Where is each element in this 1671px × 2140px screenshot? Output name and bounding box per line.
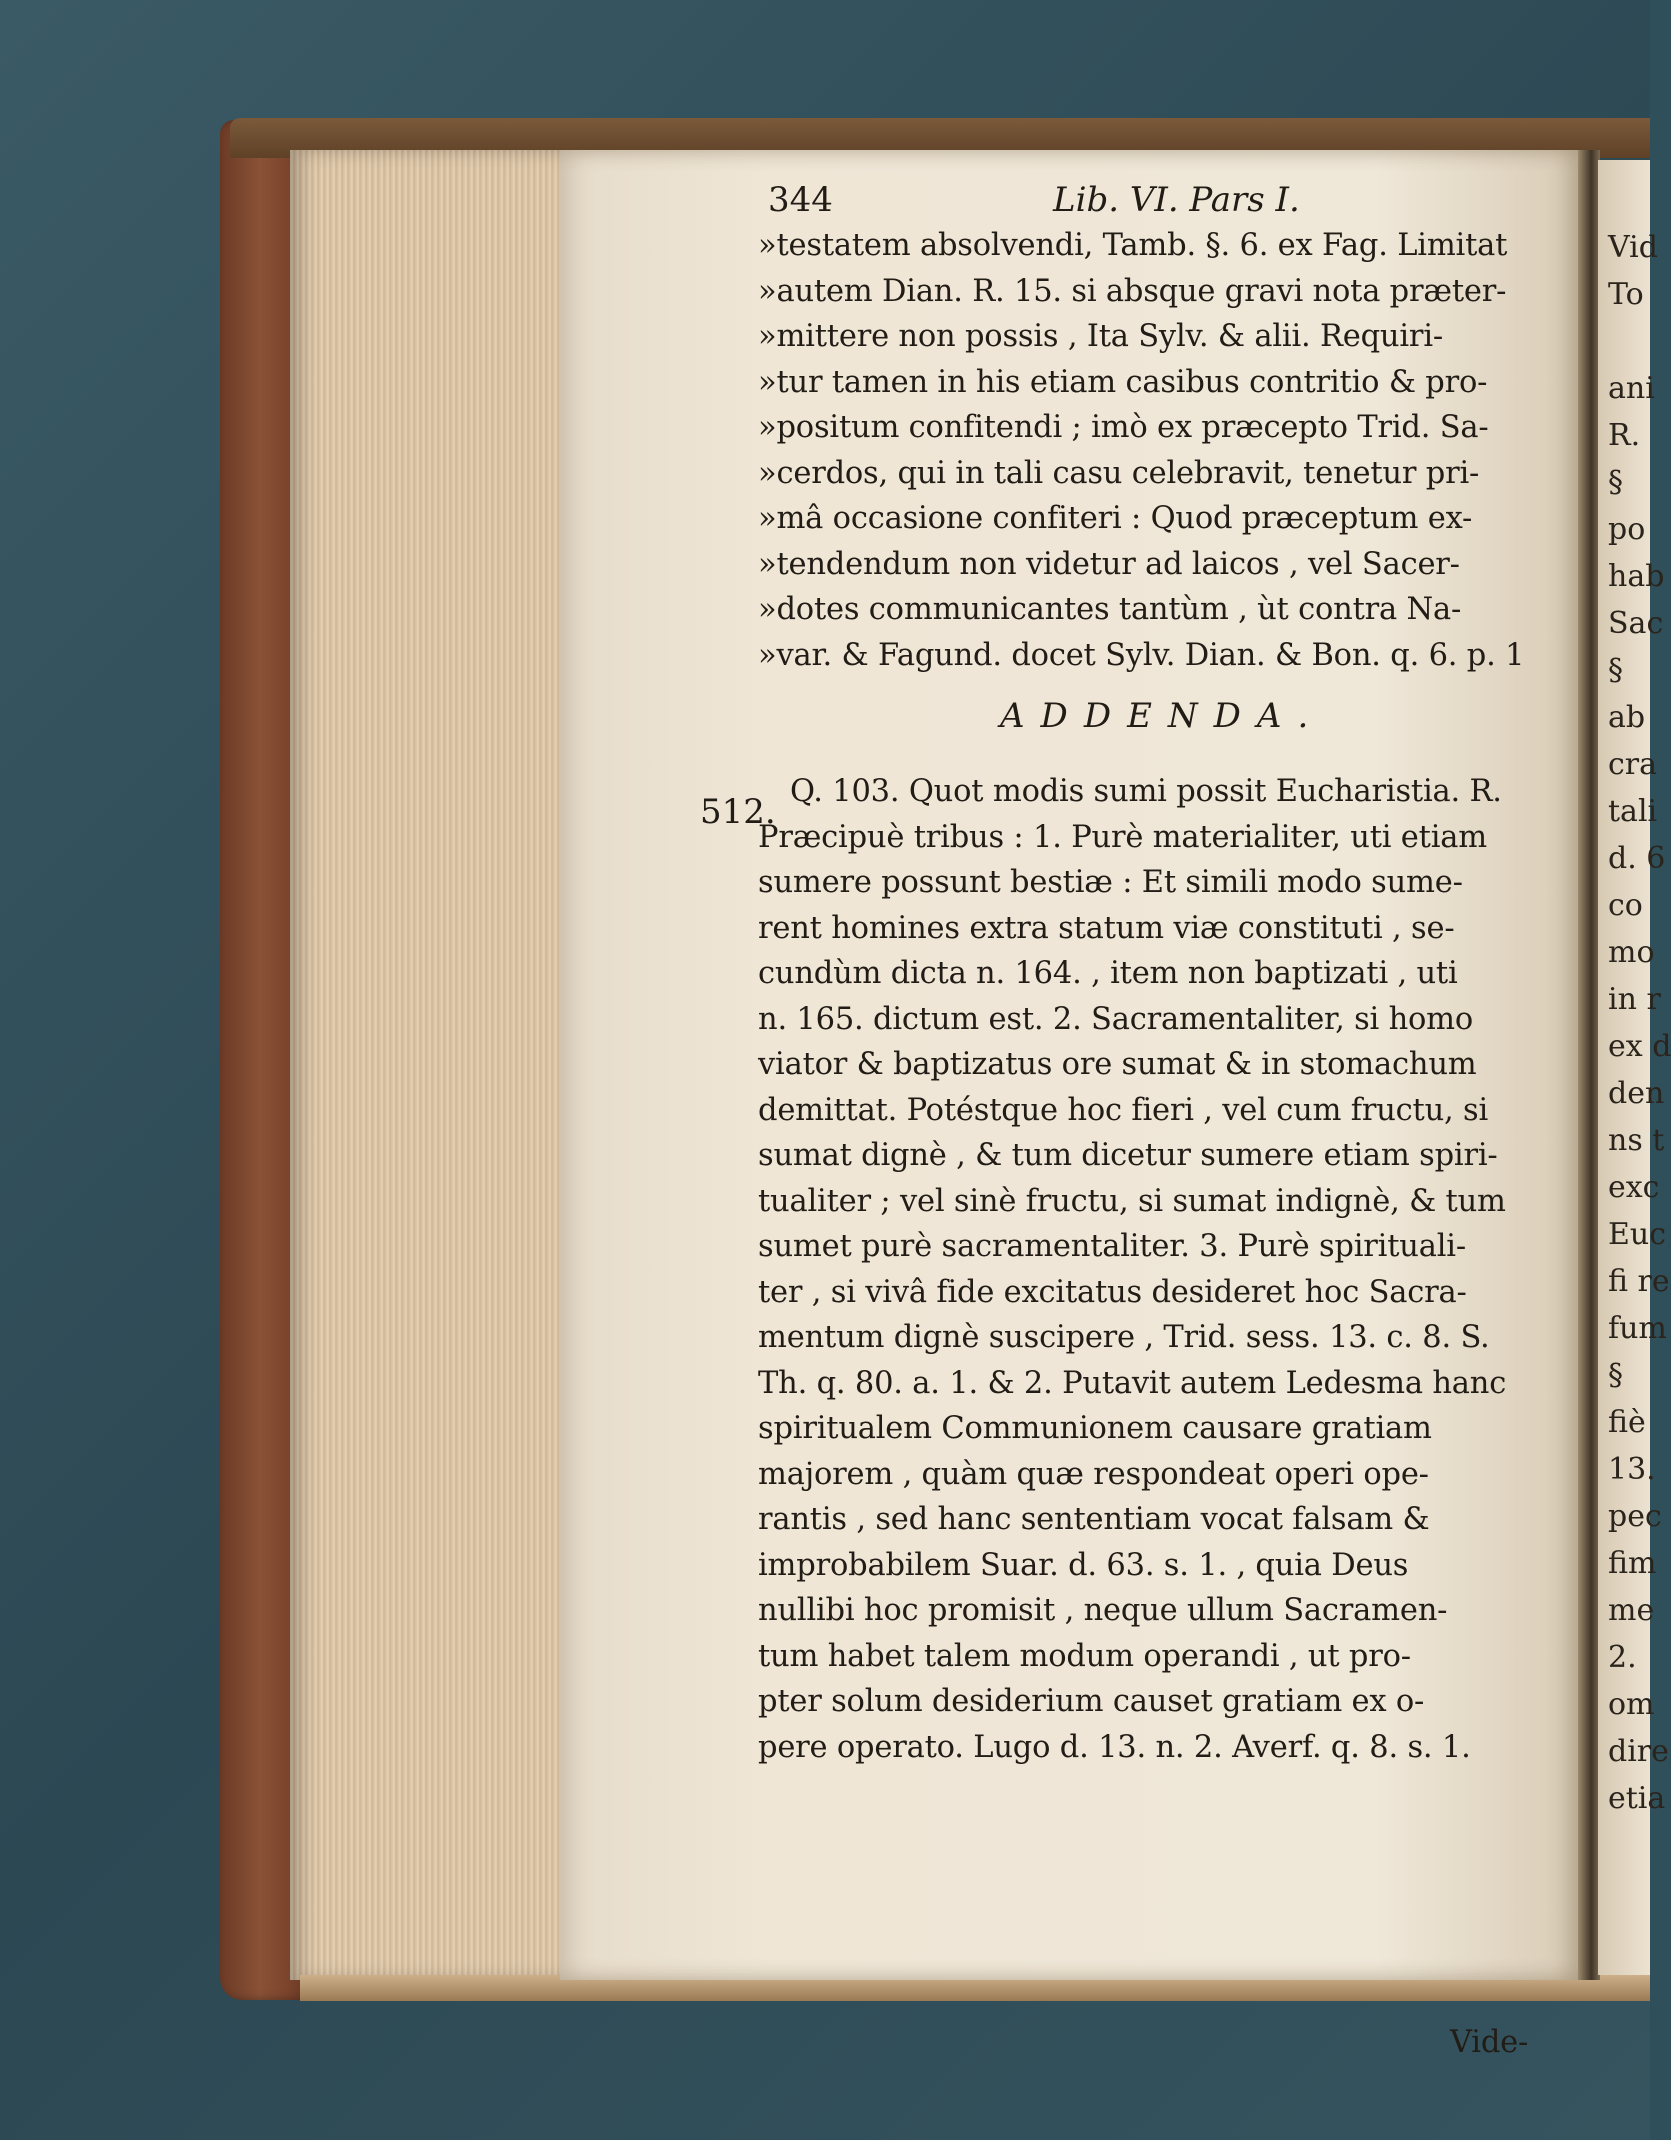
facing-page-text: 2. <box>1608 1640 1637 1675</box>
text-line: »var. & Fagund. docet Sylv. Dian. & Bon. q. 6. p. 1 <box>758 637 1525 673</box>
text-line: sumere possunt bestiæ : Et simili modo sume- <box>758 865 1463 900</box>
text-line: »mittere non possis , Ita Sylv. & alii. Requiri- <box>758 319 1443 354</box>
text-line: improbabilem Suar. d. 63. s. 1. , quia Deus <box>758 1547 1409 1583</box>
facing-page-text: ani <box>1608 371 1655 406</box>
facing-page-text: § <box>1608 1358 1623 1393</box>
text-line: ter , si vivâ fide excitatus desideret hoc Sacra- <box>758 1274 1467 1310</box>
page-header <box>768 180 1358 224</box>
facing-page-text: § <box>1608 465 1623 500</box>
facing-page-fragment <box>1598 160 1671 1975</box>
facing-page-text: etia <box>1608 1781 1666 1816</box>
facing-page-text: ns t <box>1608 1123 1665 1158</box>
text-line: mentum dignè suscipere , Trid. sess. 13. c. 8. S. <box>758 1320 1490 1355</box>
text-line: Q. 103. Quot modis sumi possit Eucharistia. R. <box>790 774 1502 809</box>
text-line: sumat dignè , & tum dicetur sumere etiam spiri- <box>758 1138 1498 1173</box>
section-title: ADDENDA. <box>1000 696 1325 736</box>
text-line: sumet purè sacramentaliter. 3. Purè spirituali- <box>758 1229 1466 1264</box>
page-edges <box>290 150 570 1980</box>
text-line: »cerdos, qui in tali casu celebravit, tenetur pri- <box>758 455 1480 491</box>
text-line: majorem , quàm quæ respondeat operi ope- <box>758 1456 1429 1492</box>
text-line: Th. q. 80. a. 1. & 2. Putavit autem Ledesma hanc <box>758 1365 1507 1401</box>
running-head: Lib. VI. Pars I. <box>1053 180 1300 220</box>
facing-page-text: Sac <box>1608 606 1664 641</box>
facing-page-text: mo <box>1608 935 1655 970</box>
facing-page-text: Vid <box>1608 230 1658 265</box>
facing-page-text: d. 6 <box>1608 841 1666 876</box>
text-line: nullibi hoc promisit , neque ullum Sacramen- <box>758 1593 1448 1628</box>
facing-page-text: den <box>1608 1076 1665 1111</box>
facing-page-text: dire <box>1608 1734 1669 1769</box>
text-line: »dotes communicantes tantùm , ùt contra Na- <box>758 592 1462 627</box>
facing-page-text: fiè <box>1608 1405 1646 1440</box>
text-line: demittat. Potéstque hoc fieri , vel cum fructu, si <box>758 1092 1489 1128</box>
book-gutter <box>1578 150 1600 1980</box>
text-line: »testatem absolvendi, Tamb. §. 6. ex Fag. Limitat <box>758 228 1508 263</box>
text-line: tum habet talem modum operandi , ut pro- <box>758 1638 1411 1674</box>
catchword: Vide- <box>1450 2025 1529 2060</box>
text-line: »tur tamen in his etiam casibus contritio & pro- <box>758 364 1488 400</box>
text-line: viator & baptizatus ore sumat & in stomachum <box>758 1047 1477 1082</box>
text-line: pere operato. Lugo d. 13. n. 2. Averf. q. 8. s. 1. <box>758 1729 1471 1765</box>
facing-page-text: co <box>1608 888 1643 923</box>
facing-page-text: fum <box>1608 1311 1667 1346</box>
facing-page-text: R. <box>1608 418 1641 453</box>
facing-page-text: ab <box>1608 700 1646 735</box>
margin-number: 512. <box>700 792 776 832</box>
facing-page-text: po <box>1608 512 1646 547</box>
facing-page-text: hab <box>1608 559 1665 594</box>
facing-page-text: me <box>1608 1593 1655 1628</box>
text-line: »autem Dian. R. 15. si absque gravi nota præter- <box>758 273 1507 309</box>
text-line: »positum confitendi ; imò ex præcepto Trid. Sa- <box>758 410 1489 445</box>
text-line: n. 165. dictum est. 2. Sacramentaliter, si homo <box>758 1001 1474 1037</box>
facing-page-text: fi re <box>1608 1264 1670 1299</box>
text-line: pter solum desiderium causet gratiam ex o- <box>758 1684 1425 1719</box>
facing-page-text: fim <box>1608 1546 1657 1581</box>
facing-page-text: § <box>1608 653 1623 688</box>
text-line: »tendendum non videtur ad laicos , vel Sacer- <box>758 546 1460 582</box>
text-line: Præcipuè tribus : 1. Purè materialiter, uti etiam <box>758 819 1487 855</box>
facing-page-text: cra <box>1608 747 1658 782</box>
text-line: tualiter ; vel sinè fructu, si sumat indignè, & tum <box>758 1183 1506 1219</box>
text-line: »mâ occasione confiteri : Quod præceptum ex- <box>758 501 1473 536</box>
facing-page-text: Euc <box>1608 1217 1667 1252</box>
facing-page-text: tali <box>1608 794 1658 829</box>
facing-page-text: pec <box>1608 1499 1662 1534</box>
facing-page-text: ex d <box>1608 1029 1671 1064</box>
text-line: cundùm dicta n. 164. , item non baptizati , uti <box>758 956 1458 991</box>
facing-page-text: in r <box>1608 982 1661 1017</box>
facing-page-text: om <box>1608 1687 1655 1722</box>
text-line: rent homines extra statum viæ constituti , se- <box>758 910 1455 946</box>
facing-page-text: 13. <box>1608 1452 1656 1487</box>
facing-page-text: exc <box>1608 1170 1660 1205</box>
text-line: spiritualem Communionem causare gratiam <box>758 1411 1432 1446</box>
facing-page-text: To <box>1608 277 1644 312</box>
text-line: rantis , sed hanc sententiam vocat falsam & <box>758 1502 1430 1537</box>
page-number: 344 <box>768 180 833 220</box>
